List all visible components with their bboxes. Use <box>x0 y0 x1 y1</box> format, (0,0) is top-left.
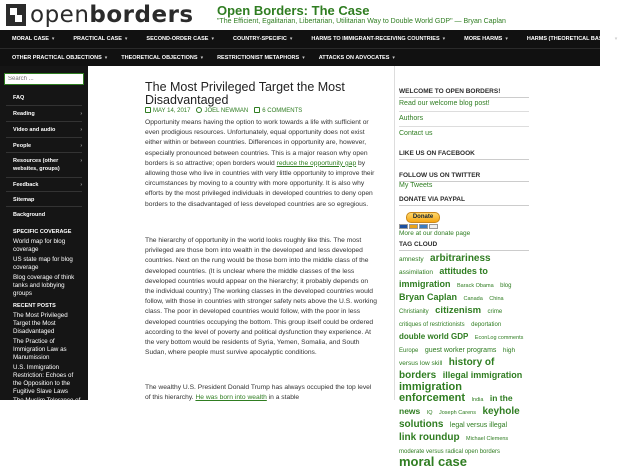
chevron-down-icon: ▾ <box>104 55 108 61</box>
user-icon <box>196 107 202 113</box>
divider <box>6 177 82 178</box>
sidebar-item-feedback[interactable] <box>0 181 88 189</box>
nav-item-other-practical-objections[interactable] <box>0 49 114 66</box>
tag-link[interactable]: link roundup <box>399 432 460 443</box>
sidebar-item-sitemap[interactable] <box>0 196 88 204</box>
nav-item-label: OTHER PRACTICAL OBJECTIONS <box>12 55 102 61</box>
post-author-text: JOEL NEWMAN <box>204 108 249 114</box>
reduce-opportunity-gap-link[interactable]: reduce the opportunity gap <box>276 159 357 167</box>
nav-item-harms-theoretical[interactable] <box>515 30 624 48</box>
recent-post-link[interactable]: The Muslim Tolerance of <box>13 397 81 404</box>
nav-row-secondary <box>0 48 600 66</box>
recent-post-link[interactable]: The Most Privileged Target the Most Disadvantaged <box>13 312 68 335</box>
sidebar-item-background[interactable] <box>0 211 88 219</box>
calendar-icon <box>145 107 151 113</box>
tag-link[interactable]: double world GDP <box>399 332 469 341</box>
tag-link[interactable]: IQ <box>426 410 433 416</box>
sidebar-item-label: Sitemap <box>13 197 35 203</box>
tag-link[interactable]: Christianity <box>399 309 429 315</box>
tag-link[interactable]: crime <box>487 309 503 315</box>
tag-link[interactable]: assimilation <box>399 269 433 276</box>
chevron-right-icon: › <box>80 127 82 133</box>
tag-link[interactable]: guest worker programs <box>424 347 497 354</box>
recent-post-link[interactable]: The Practice of Immigration Law as Manumission <box>13 338 67 361</box>
nav-item-attacks-on-advocates[interactable] <box>312 49 402 66</box>
discover-icon <box>429 224 438 229</box>
authors-link[interactable]: Authors <box>399 115 424 122</box>
post-meta <box>145 107 302 114</box>
post-date[interactable] <box>145 107 190 114</box>
divider <box>399 126 529 127</box>
nav-item-label: PRACTICAL CASE <box>73 36 122 42</box>
post-paragraph-2: The hierarchy of opportunity in the world looks roughly like this. The most privileged are those born into wealth in the developed and less developed countries. Next on the rung would be those born into the middle class of the developed countries. (It is unclear where the middle classes of the less developed countries would appear on the hierarchy; it probably depends on the individual country.) The working classes in the developed countries would follow, with those in countries with stronger safety nets above the U.S. working class. The poor in developed countries would follow, with the poor in less developed countries occupying the bottom. This group itself could be ordered according to the level of poverty and political dysfunction they experience. At the very bottom would be residents of Syria, Yemen, Somalia, and South Sudan, where people must survive apocalyptic conditions. <box>145 237 377 357</box>
coverage-link-world-map[interactable]: World map for blog coverage <box>13 238 66 253</box>
nav-item-practical-case[interactable] <box>61 30 134 48</box>
nav-row-primary <box>0 30 618 48</box>
tag-link[interactable]: China <box>489 296 504 302</box>
tag-link[interactable]: immigration enforcement <box>399 381 466 404</box>
chevron-down-icon: ▾ <box>392 55 395 61</box>
sidebar-item-label: Resources (other websites, groups) <box>13 158 60 172</box>
tag-link[interactable]: keyhole solutions <box>399 406 520 430</box>
divider <box>6 105 82 106</box>
search-input[interactable] <box>4 73 84 85</box>
site-header <box>0 0 600 30</box>
comment-icon <box>254 107 260 113</box>
nav-item-label: THEORETICAL OBJECTIONS <box>121 55 198 61</box>
divider <box>6 121 82 122</box>
paragraph-text: The wealthy U.S. President Donald Trump has always occupied the top level of this hierarchy. <box>145 384 372 402</box>
tag-link[interactable]: legal versus illegal <box>449 422 508 429</box>
recent-post-link[interactable]: U.S. Immigration Restriction: Echoes of the Opposition to the Fugitive Slave Laws <box>13 364 74 395</box>
site-title[interactable]: Open Borders: The Case <box>217 3 370 18</box>
logo-mark-icon <box>6 4 26 26</box>
tag-cloud <box>399 252 529 467</box>
sidebar-item-faq[interactable] <box>0 94 88 102</box>
tag-link[interactable]: moral case <box>399 454 467 469</box>
nav-item-label: MORAL CASE <box>12 36 49 42</box>
site-description: "The Efficient, Egalitarian, Libertarian, Utilitarian Way to Double World GDP" — Bryan Caplan <box>217 18 506 25</box>
tag-link[interactable]: illegal immigration <box>442 370 523 380</box>
divider <box>6 206 82 207</box>
nav-item-second-order-case[interactable] <box>134 30 221 48</box>
tag-link[interactable]: Bryan Caplan <box>399 292 458 302</box>
divider <box>6 137 82 138</box>
nav-item-label: HARMS (THEORETICAL BASES) <box>526 36 612 42</box>
sidebar-item-video[interactable] <box>0 126 88 134</box>
divider <box>6 152 82 153</box>
site-logo[interactable] <box>6 2 194 28</box>
tag-link[interactable]: in the news <box>399 393 513 416</box>
sidebar-item-people[interactable] <box>0 142 88 150</box>
nav-item-label: COUNTRY-SPECIFIC <box>232 36 287 42</box>
tagcloud-widget-title: TAG CLOUD <box>399 241 529 251</box>
tag-link[interactable]: EconLog comments <box>474 335 524 341</box>
nav-item-label: MORE HARMS <box>464 36 503 42</box>
tag-link[interactable]: moderate versus radical open borders <box>399 449 501 455</box>
nav-item-moral-case[interactable] <box>0 30 61 48</box>
welcome-post-link[interactable]: Read our welcome blog post! <box>399 100 490 107</box>
logo-text-light: open <box>30 1 90 28</box>
post-author[interactable] <box>196 107 248 114</box>
sidebar-item-label: Reading <box>13 111 35 117</box>
chevron-down-icon: ▾ <box>200 55 204 61</box>
tag-link[interactable]: Joseph Carens <box>438 410 476 416</box>
divider <box>399 111 529 112</box>
donate-page-link[interactable]: More at our donate page <box>399 230 471 237</box>
nav-item-harms-receiving[interactable] <box>299 30 452 48</box>
post-comments-text: 6 COMMENTS <box>262 108 303 114</box>
nav-item-country-specific[interactable] <box>221 30 299 48</box>
tag-link[interactable]: attitudes to immigration <box>399 266 488 289</box>
amex-icon <box>419 224 428 229</box>
logo-text <box>30 1 194 28</box>
post-paragraph-1 <box>145 118 378 210</box>
visa-icon <box>399 224 408 229</box>
chevron-right-icon: › <box>80 143 82 149</box>
sidebar-item-resources[interactable] <box>0 157 80 173</box>
chevron-right-icon: › <box>80 111 82 117</box>
tag-link[interactable]: India <box>471 397 484 403</box>
coverage-link-us-map[interactable]: US state map for blog coverage <box>13 256 73 271</box>
sidebar-item-label: Video and audio <box>13 127 56 133</box>
paypal-widget-title: DONATE VIA PAYPAL <box>399 196 529 206</box>
tag-link[interactable]: high versus low skill <box>399 347 516 367</box>
tag-link[interactable]: deportation <box>471 322 502 328</box>
main-content <box>88 66 394 400</box>
nav-item-more-harms[interactable] <box>452 30 515 48</box>
post-paragraph-3 <box>145 383 378 403</box>
recent-posts-title: RECENT POSTS <box>13 303 56 309</box>
logo-text-bold: borders <box>89 1 194 28</box>
chevron-right-icon: › <box>80 158 82 164</box>
tag-link[interactable]: arbitrariness <box>430 253 491 264</box>
donate-button[interactable]: Donate <box>406 212 440 223</box>
chevron-down-icon: ▾ <box>211 36 214 42</box>
my-tweets-link[interactable]: My Tweets <box>399 182 433 189</box>
post-comments[interactable] <box>254 107 302 114</box>
sidebar-item-label: Feedback <box>13 182 39 188</box>
contact-link[interactable]: Contact us <box>399 130 433 137</box>
post-date-text: MAY 14, 2017 <box>153 108 191 114</box>
chevron-down-icon: ▾ <box>505 36 508 42</box>
paragraph-text: by allowing those who live in countries with very little opportunity to improve their circumstances by moving to a country with more opportunity. It is also why efforts by the most privileged individuals in developed countries to deny open borders to the disadvantaged of less developed countries are so egregious. <box>145 159 375 208</box>
welcome-widget-title: WELCOME TO OPEN BORDERS! <box>399 88 529 98</box>
nav-item-label: RESTRICTIONIST METAPHORS <box>217 55 300 61</box>
tag-link[interactable]: Canada <box>463 296 483 302</box>
mastercard-icon <box>409 224 418 229</box>
tag-link[interactable]: Michael Clemens <box>466 436 509 442</box>
tag-link[interactable]: citizenism <box>435 305 482 316</box>
payment-cards-icon <box>399 224 438 229</box>
nav-item-label: SECOND-ORDER CASE <box>146 36 209 42</box>
paragraph-text: Opportunity means having the option to work towards a life with sufficient or even prodigious resources. Unfortunately, equal opportunity does not exist either within or between countries. Differences in opportunity are, however, especially pronounced between countries. This is a major reason why open borders is so attractive; open borders would <box>145 119 369 167</box>
coverage-link-think-tanks[interactable]: Blog coverage of think tanks and lobbying groups <box>13 274 75 297</box>
sidebar-item-label: People <box>13 143 32 149</box>
tag-link[interactable]: Europe <box>399 348 419 354</box>
sidebar-item-label: FAQ <box>13 95 25 101</box>
tag-link[interactable]: blog <box>500 283 512 289</box>
tag-link[interactable]: critiques of restrictionists <box>399 322 465 328</box>
nav-item-label: HARMS TO IMMIGRANT-RECEIVING COUNTRIES <box>311 36 440 42</box>
right-sidebar <box>394 66 600 469</box>
nav-item-label: ATTACKS ON ADVOCATES <box>318 55 390 61</box>
twitter-widget-title: FOLLOW US ON TWITTER <box>399 172 529 182</box>
divider <box>6 191 82 192</box>
main-navigation <box>0 30 618 66</box>
tag-link[interactable]: Barack Obama <box>456 283 494 289</box>
chevron-down-icon: ▾ <box>614 36 618 42</box>
chevron-down-icon: ▾ <box>51 36 55 42</box>
post-title[interactable]: The Most Privileged Target the Most Disadvantaged <box>145 80 345 107</box>
tag-link[interactable]: history of borders <box>399 357 495 381</box>
nav-item-theoretical-objections[interactable] <box>114 49 210 66</box>
left-sidebar <box>0 66 88 404</box>
paragraph-text: in a stable <box>266 394 300 402</box>
tag-link[interactable]: amnesty <box>399 256 424 263</box>
nav-item-restrictionist-metaphors[interactable] <box>210 49 312 66</box>
chevron-down-icon: ▾ <box>302 55 305 61</box>
chevron-down-icon: ▾ <box>442 36 446 42</box>
born-into-wealth-link[interactable]: He was born into wealth <box>195 394 267 402</box>
chevron-down-icon: ▾ <box>289 36 293 42</box>
facebook-widget-title: LIKE US ON FACEBOOK <box>399 150 529 160</box>
sidebar-item-reading[interactable] <box>0 110 88 118</box>
specific-coverage-title: SPECIFIC COVERAGE <box>13 229 72 235</box>
chevron-right-icon: › <box>80 182 82 188</box>
chevron-down-icon: ▾ <box>124 36 128 42</box>
sidebar-item-label: Background <box>13 212 46 218</box>
